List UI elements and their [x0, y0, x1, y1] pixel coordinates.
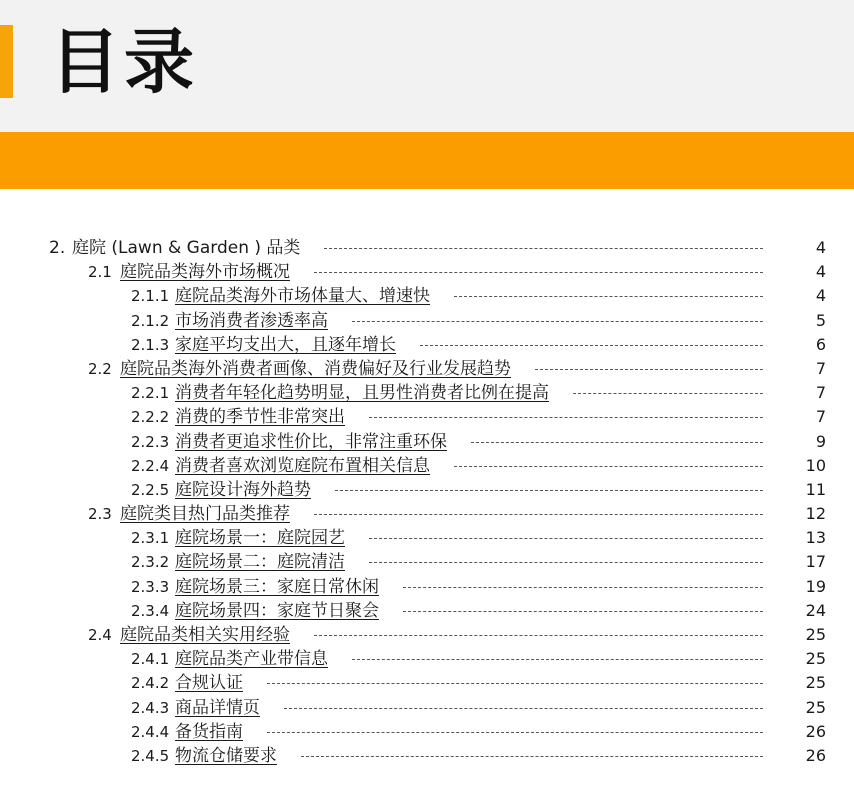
toc-page-number: 26 — [805, 721, 826, 741]
toc-leader-dots — [324, 248, 763, 249]
toc-page-number: 4 — [815, 286, 826, 306]
toc-page-number: 25 — [805, 625, 826, 644]
toc-page-number: 26 — [805, 745, 826, 765]
toc-leader-dots — [267, 732, 763, 733]
toc-leader-dots — [573, 393, 763, 394]
toc-entry[interactable] — [0, 405, 854, 429]
toc-entry-link[interactable]: 消费者年轻化趋势明显，且男性消费者比例在提高 — [175, 383, 549, 404]
toc-leader-dots — [352, 659, 763, 660]
toc-leader-dots — [301, 756, 763, 757]
toc-page-number: 6 — [815, 334, 826, 354]
toc-page-number: 25 — [805, 649, 826, 669]
toc-entry-link[interactable]: 市场消费者渗透率高 — [175, 310, 328, 331]
toc-page-number: 11 — [805, 479, 826, 499]
toc-leader-dots — [369, 562, 763, 563]
toc-entry-link[interactable]: 消费者喜欢浏览庭院布置相关信息 — [175, 455, 430, 476]
toc-entry[interactable] — [0, 357, 854, 381]
toc-entry-number: 2.1.2 — [131, 311, 170, 330]
toc-entry-link[interactable]: 庭院品类海外市场体量大、增速快 — [175, 286, 430, 307]
toc-entry-number: 2.3.4 — [131, 601, 170, 620]
toc-page-number: 4 — [815, 262, 826, 282]
toc-entry-number: 2.2.4 — [131, 456, 170, 475]
toc-leader-dots — [369, 417, 763, 418]
toc-entry-number: 2.1 — [88, 263, 112, 282]
toc-entry-number: 2.3.1 — [131, 529, 170, 548]
toc-entry-number: 2.2.5 — [131, 480, 170, 499]
accent-tab — [0, 25, 13, 98]
toc-entry-number: 2.4.1 — [131, 650, 170, 669]
toc-entry-link[interactable]: 庭院品类相关实用经验 — [120, 625, 290, 645]
toc-entry-link[interactable]: 庭院品类海外消费者画像、消费偏好及行业发展趋势 — [120, 358, 511, 379]
toc-entry-number: 2.1.3 — [131, 335, 170, 354]
toc-entry-number: 2.2.3 — [131, 432, 170, 451]
toc-leader-dots — [403, 587, 763, 588]
toc-entry[interactable] — [0, 744, 854, 768]
toc-entry[interactable] — [0, 333, 854, 357]
toc-entry[interactable] — [0, 671, 854, 695]
toc-leader-dots — [352, 321, 763, 322]
toc-page-number: 7 — [815, 358, 826, 378]
toc-entry-link[interactable]: 庭院类目热门品类推荐 — [120, 504, 290, 525]
toc-page-number: 19 — [805, 576, 826, 596]
toc-page-number: 24 — [805, 600, 826, 620]
toc-entry-number: 2.3.2 — [131, 553, 170, 572]
toc-leader-dots — [454, 466, 763, 467]
toc-page-number: 4 — [815, 238, 826, 257]
toc-entry-number: 2.4.3 — [131, 698, 170, 717]
toc-entry[interactable] — [0, 599, 854, 623]
page-title: 目录 — [50, 21, 198, 103]
toc-entry-link[interactable]: 庭院品类海外市场概况 — [120, 262, 290, 283]
toc-entry[interactable] — [0, 647, 854, 671]
toc-page-number: 9 — [815, 431, 826, 451]
toc-entry-link[interactable]: 庭院设计海外趋势 — [175, 479, 311, 500]
toc-entry-link[interactable]: 备货指南 — [175, 721, 243, 742]
toc-entry[interactable] — [0, 526, 854, 550]
orange-banner — [0, 132, 854, 189]
toc-entry-number: 2.4.5 — [131, 746, 170, 765]
toc-entry — [0, 236, 854, 260]
toc-entry[interactable] — [0, 696, 854, 720]
toc-entry-number: 2.3.3 — [131, 577, 170, 596]
toc-page-number: 13 — [805, 528, 826, 548]
toc-page-number: 25 — [805, 697, 826, 717]
toc-entry-link[interactable]: 庭院场景二：庭院清洁 — [175, 552, 345, 573]
toc-entry-number: 2.1.1 — [131, 287, 170, 306]
toc-leader-dots — [314, 272, 763, 273]
toc-entry-link[interactable]: 家庭平均支出大，且逐年增长 — [175, 334, 396, 355]
toc-page-number: 17 — [805, 552, 826, 572]
toc-leader-dots — [335, 490, 763, 491]
toc-page-number: 10 — [805, 455, 826, 475]
toc-entry[interactable] — [0, 454, 854, 478]
toc-entry-number: 2.2.1 — [131, 384, 170, 403]
toc-leader-dots — [314, 514, 763, 515]
toc-entry[interactable] — [0, 550, 854, 574]
toc-leader-dots — [284, 708, 763, 709]
toc-entry-link[interactable]: 消费的季节性非常突出 — [175, 407, 345, 428]
toc-entry-link[interactable]: 合规认证 — [175, 673, 243, 694]
toc-leader-dots — [535, 369, 763, 370]
toc-entry-number: 2.2 — [88, 359, 112, 378]
toc-page-number: 12 — [805, 504, 826, 524]
toc-leader-dots — [454, 296, 763, 297]
toc-entry-number: 2.4.4 — [131, 722, 170, 741]
toc-page-number: 5 — [815, 310, 826, 330]
toc-entry[interactable] — [0, 623, 854, 647]
toc-entry[interactable] — [0, 478, 854, 502]
toc-entry-link: 庭院 (Lawn & Garden ) 品类 — [72, 238, 301, 258]
toc-entry[interactable] — [0, 381, 854, 405]
toc-entry[interactable] — [0, 430, 854, 454]
toc-entry-link[interactable]: 庭院场景一：庭院园艺 — [175, 528, 345, 549]
toc-entry-number: 2.3 — [88, 505, 112, 524]
toc-entry-number: 2. — [49, 238, 66, 258]
toc-leader-dots — [314, 635, 763, 636]
toc-entry-number: 2.2.2 — [131, 408, 170, 427]
toc-entry[interactable] — [0, 720, 854, 744]
toc-entry[interactable] — [0, 502, 854, 526]
toc-page-number: 25 — [805, 673, 826, 693]
toc-entry-number: 2.4 — [88, 626, 112, 644]
toc-entry-link[interactable]: 商品详情页 — [175, 697, 260, 718]
toc-page-number: 7 — [815, 407, 826, 427]
toc-leader-dots — [420, 345, 763, 346]
toc-entry-link[interactable]: 消费者更追求性价比，非常注重环保 — [175, 431, 447, 452]
toc-leader-dots — [369, 538, 763, 539]
toc-entry-link[interactable]: 庭院品类产业带信息 — [175, 649, 328, 670]
toc-entry[interactable] — [0, 309, 854, 333]
toc-entry-number: 2.4.2 — [131, 674, 170, 693]
toc-entry-link[interactable]: 庭院场景四：家庭节日聚会 — [175, 600, 379, 621]
toc-leader-dots — [471, 442, 763, 443]
toc-entry[interactable] — [0, 260, 854, 284]
toc-page-number: 7 — [815, 383, 826, 403]
toc-entry-link[interactable]: 物流仓储要求 — [175, 745, 277, 766]
toc-leader-dots — [267, 683, 763, 684]
toc-entry[interactable] — [0, 575, 854, 599]
toc-entry[interactable] — [0, 284, 854, 308]
toc-entry-link[interactable]: 庭院场景三：家庭日常休闲 — [175, 576, 379, 597]
toc-leader-dots — [403, 611, 763, 612]
table-of-contents — [0, 236, 854, 768]
